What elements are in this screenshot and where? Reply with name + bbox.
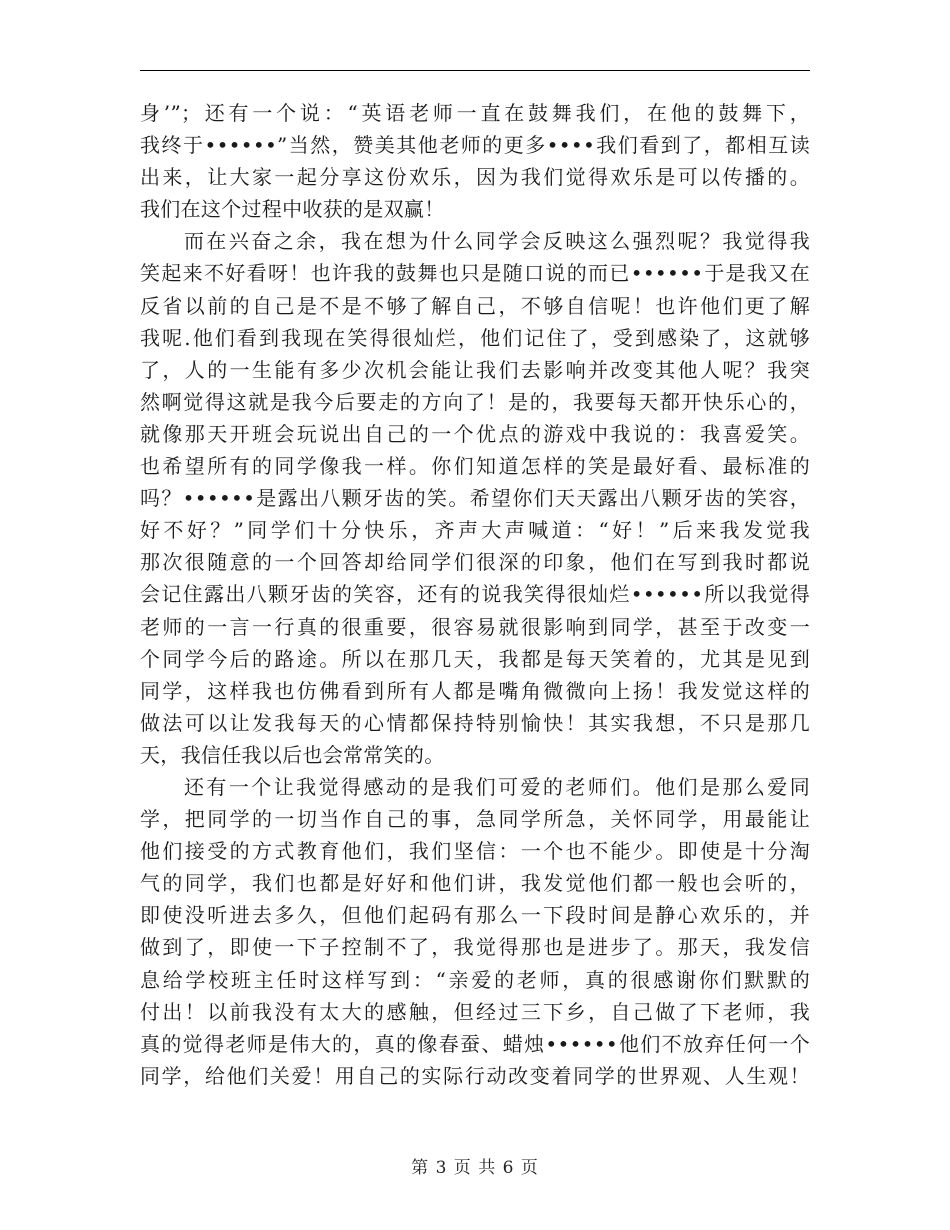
text-line: 息给学校班主任时这样写到：“亲爱的老师，真的很感谢你们默默的 [140, 967, 810, 992]
text-line: 个同学今后的路途。所以在那几天，我都是每天笑着的，尤其是见到 [140, 646, 810, 671]
text-line: 笑起来不好看呀！也许我的鼓舞也只是随口说的而已••••••于是我又在 [140, 261, 810, 286]
text-line: 做到了，即使一下子控制不了，我觉得那也是进步了。那天，我发信 [140, 935, 810, 960]
text-line: 然啊觉得这就是我今后要走的方向了！是的，我要每天都开快乐心的， [140, 389, 810, 414]
text-line: 我们在这个过程中收获的是双赢！ [140, 197, 445, 222]
text-line: 就像那天开班会玩说出自己的一个优点的游戏中我说的：我喜爱笑。 [140, 421, 810, 446]
text-line: 付出！以前我没有太大的感触，但经过三下乡，自己做了下老师，我 [140, 999, 810, 1024]
text-line: 真的觉得老师是伟大的，真的像春蚕、蜡烛••••••他们不放弃任何一个 [140, 1031, 810, 1056]
page-footer: 第 3 页 共 6 页 [411, 1158, 539, 1178]
text-line: 学，把同学的一切当作自己的事，急同学所急，关怀同学，用最能让 [140, 807, 810, 832]
text-line: 吗？••••••是露出八颗牙齿的笑。希望你们天天露出八颗牙齿的笑容， [140, 486, 810, 511]
text-line: 同学，这样我也仿佛看到所有人都是嘴角微微向上扬！我发觉这样的 [140, 678, 810, 703]
text-line: 反省以前的自己是不是不够了解自己，不够自信呢！也许他们更了解 [140, 293, 810, 318]
text-line: 我终于••••••”当然，赞美其他老师的更多••••我们看到了，都相互读 [140, 133, 810, 158]
text-line: 我呢.他们看到我现在笑得很灿烂，他们记住了，受到感染了，这就够 [140, 325, 810, 350]
text-line: 老师的一言一行真的很重要，很容易就很影响到同学，甚至于改变一 [140, 614, 810, 639]
text-line: 做法可以让发我每天的心情都保持特别愉快！其实我想，不只是那几 [140, 710, 810, 735]
text-line: 还有一个让我觉得感动的是我们可爱的老师们。他们是那么爱同 [184, 774, 810, 799]
text-line: 也希望所有的同学像我一样。你们知道怎样的笑是最好看、最标准的 [140, 454, 810, 479]
text-line: 同学，给他们关爱！用自己的实际行动改变着同学的世界观、人生观！ [140, 1063, 810, 1088]
body-text [140, 97, 810, 1092]
text-line: 身’”；还有一个说：“英语老师一直在鼓舞我们，在他的鼓舞下， [140, 101, 810, 125]
text-line: 天，我信任我以后也会常常笑的。 [140, 742, 445, 767]
text-line: 而在兴奋之余，我在想为什么同学会反映这么强烈呢？我觉得我 [184, 229, 810, 254]
header-rule [140, 70, 810, 71]
text-line: 了，人的一生能有多少次机会能让我们去影响并改变其他人呢？我突 [140, 357, 810, 382]
text-line: 出来，让大家一起分享这份欢乐，因为我们觉得欢乐是可以传播的。 [140, 165, 810, 190]
text-line: 会记住露出八颗牙齿的笑容，还有的说我笑得很灿烂••••••所以我觉得 [140, 582, 810, 607]
text-line: 即使没听进去多久，但他们起码有那么一下段时间是静心欢乐的，并 [140, 903, 810, 928]
text-line: 好不好？”同学们十分快乐，齐声大声喊道：“好！”后来我发觉我 [140, 518, 810, 543]
text-line: 他们接受的方式教育他们，我们坚信：一个也不能少。即使是十分淘 [140, 839, 810, 864]
text-line: 气的同学，我们也都是好好和他们讲，我发觉他们都一般也会听的， [140, 871, 810, 896]
text-line: 那次很随意的一个回答却给同学们很深的印象，他们在写到我时都说 [140, 550, 810, 575]
